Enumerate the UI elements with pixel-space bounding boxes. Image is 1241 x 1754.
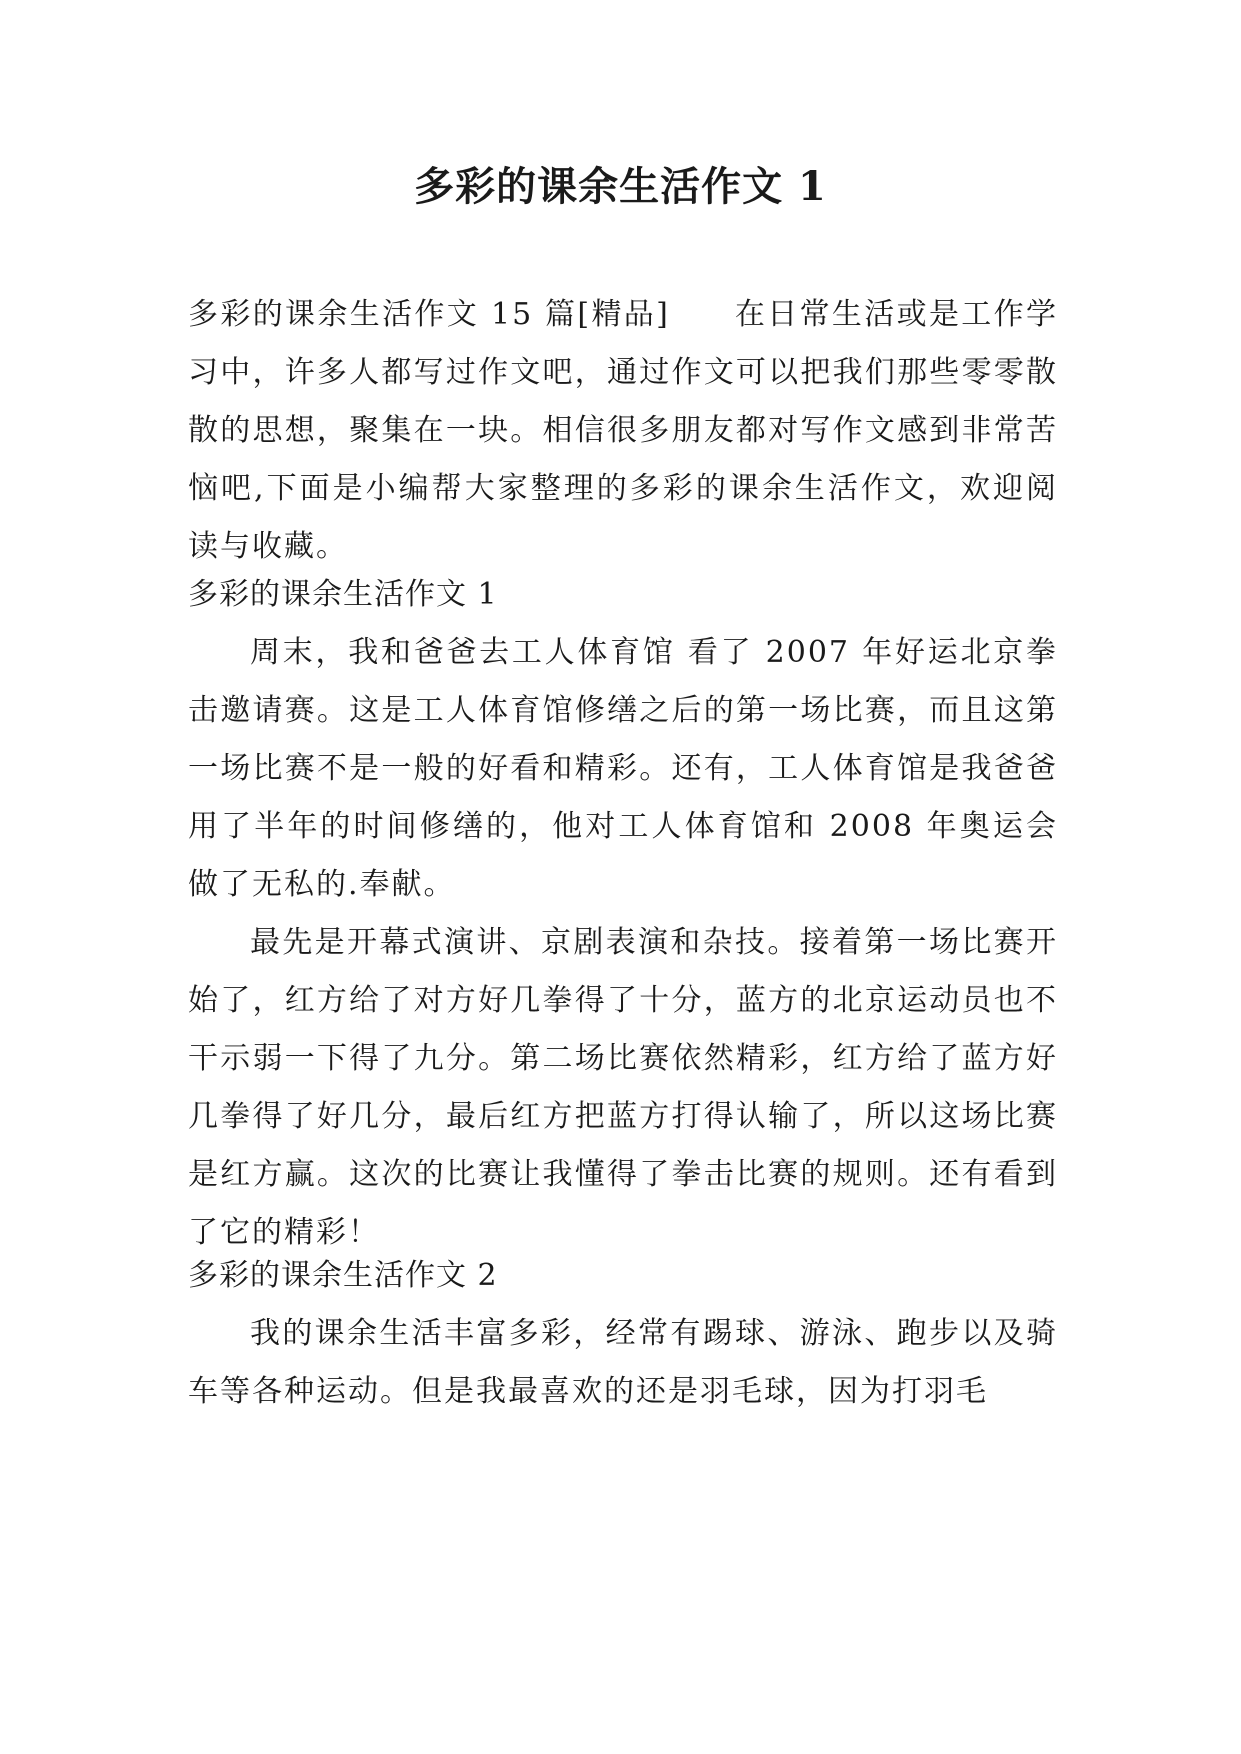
section-heading: 多彩的课余生活作文 2 <box>188 1258 498 1293</box>
section-heading: 多彩的课余生活作文 1 <box>188 577 498 612</box>
section-paragraph: 我的课余生活丰富多彩，经常有踢球、游泳、跑步以及骑车等各种运动。但是我最喜欢的还是羽毛球，因为打羽毛 <box>188 1316 1058 1409</box>
section-paragraph: 周末，我和爸爸去工人体育馆 看了 2007 年好运北京拳击邀请赛。这是工人体育馆修缮之后的第一场比赛，而且这第一场比赛不是一般的好看和精彩。还有，工人体育馆是我爸爸用了半年的时间修缮的，他对工人体育馆和 2008 年奥运会做了无私的.奉献。 <box>188 635 1058 902</box>
document-title: 多彩的课余生活作文 1 <box>414 163 827 210</box>
intro-paragraph: 多彩的课余生活作文 15 篇[精品] 在日常生活或是工作学习中，许多人都写过作文吧，通过作文可以把我们那些零零散散的思想，聚集在一块。相信很多朋友都对写作文感到非常苦恼吧,下面是小编帮大家整理的多彩的课余生活作文，欢迎阅读与收藏。 <box>188 297 1058 564</box>
section-1 <box>188 566 1058 1262</box>
section-2 <box>188 1247 1058 1421</box>
section-paragraph: 最先是开幕式演讲、京剧表演和杂技。接着第一场比赛开始了，红方给了对方好几拳得了十分，蓝方的北京运动员也不干示弱一下得了九分。第二场比赛依然精彩，红方给了蓝方好几拳得了好几分，最后红方把蓝方打得认输了，所以这场比赛是红方赢。这次的比赛让我懂得了拳击比赛的规则。还有看到了它的精彩！ <box>188 925 1058 1250</box>
